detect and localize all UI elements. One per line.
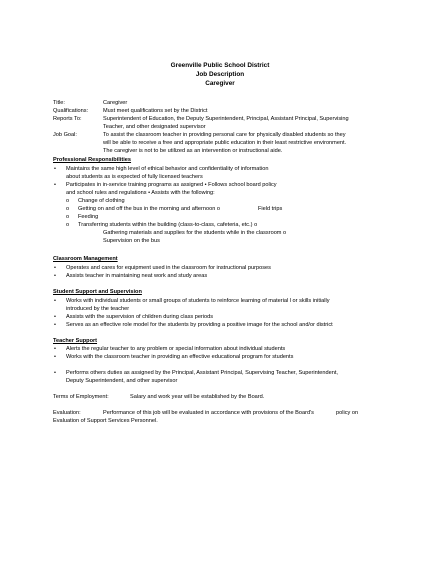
classroom-heading: Classroom Management — [53, 256, 118, 262]
prof-bullet2-line1: Participates in in-service training programs as assigned • Follows school board policy — [66, 182, 277, 188]
job-goal-line1: To assist the classroom teacher in providing personal care for physically disabled students so they — [103, 132, 346, 138]
prof-bullet1-line2: about students as is expected of fully licensed teachers — [66, 174, 203, 180]
terms-label: Terms of Employment: — [53, 394, 109, 400]
bullet-icon: • — [54, 298, 56, 304]
bullet-icon: • — [54, 273, 56, 279]
teacher-bullet3-line2: Deputy Superintendent, and other supervisor — [66, 378, 178, 384]
qualifications-value: Must meet qualifications set by the District — [103, 108, 208, 114]
bullet-icon: • — [54, 370, 56, 376]
qualifications-label: Qualifications: — [53, 108, 89, 114]
evaluation-label: Evaluation: — [53, 410, 81, 416]
title-label: Title: — [53, 100, 65, 106]
job-goal-line3: The caregiver is not to be utilized as an intervention or instructional aide. — [103, 148, 283, 154]
sub-item-field-trips: Field trips — [258, 206, 283, 212]
sub-item-feeding: Feeding — [78, 214, 99, 220]
sub-item-transferring: Transferring students within the building (class-to-class, cafeteria, etc.) o — [78, 222, 258, 228]
reports-to-value-line1: Superintendent of Education, the Deputy Superintendent, Principal, Assistant Principal, Supervising — [103, 116, 349, 122]
job-goal-line2: will be able to receive a free and appropriate public education in their least restrictive environment. — [103, 140, 347, 146]
doc-type-title: Job Description — [195, 71, 245, 78]
support-bullet1-line2: introduced by the teacher — [66, 306, 130, 312]
bullet-icon: • — [54, 166, 56, 172]
support-bullet2: Assists with the supervision of children during class periods — [66, 314, 214, 320]
title-value: Caregiver — [103, 100, 128, 106]
teacher-bullet3-line1: Performs others duties as assigned by the Principal, Assistant Principal, Supervising Teacher, Superintendent, — [66, 370, 338, 376]
teacher-bullet2: Works with the classroom teacher in providing an effective educational program for students — [66, 354, 294, 360]
teacher-heading: Teacher Support — [53, 338, 98, 344]
bullet-icon: • — [54, 182, 56, 188]
sub-item-bus: Getting on and off the bus in the morning and afternoon o — [78, 206, 221, 212]
evaluation-line1-end: policy on — [336, 410, 359, 416]
support-bullet1-line1: Works with individual students or small groups of students to reinforce learning of material l or skills initially — [66, 298, 330, 304]
reports-to-value-line2: Teacher, and other designated supervisor — [103, 124, 206, 130]
bullet-icon: • — [54, 265, 56, 271]
position-title: Caregiver — [205, 80, 235, 87]
circle-bullet-icon: o — [66, 198, 70, 204]
teacher-bullet1: Alerts the regular teacher to any problem or special information about individual students — [66, 346, 286, 352]
prof-bullet1-line1: Maintains the same high level of ethical behavior and confidentiality of information — [66, 166, 269, 172]
professional-heading: Professional Responsibilities — [53, 157, 132, 163]
sub-item-gathering: Gathering materials and supplies for the students while in the classroom o — [103, 230, 287, 236]
support-heading: Student Support and Supervision — [53, 289, 142, 295]
circle-bullet-icon: o — [66, 214, 70, 220]
reports-to-label: Reports To: — [53, 116, 82, 122]
sub-item-supervision-bus: Supervision on the bus — [103, 238, 160, 244]
prof-bullet2-line2: and school rules and regulations • Assists with the following: — [66, 190, 215, 196]
terms-value: Salary and work year will be established by the Board. — [130, 394, 265, 400]
evaluation-line1: Performance of this job will be evaluated in accordance with provisions of the Board's — [103, 410, 314, 416]
evaluation-line2: Evaluation of Support Services Personnel. — [53, 418, 158, 424]
bullet-icon: • — [54, 346, 56, 352]
bullet-icon: • — [54, 322, 56, 328]
classroom-bullet1: Operates and cares for equipment used in the classroom for instructional purposes — [66, 265, 271, 271]
bullet-icon: • — [54, 314, 56, 320]
bullet-icon: • — [54, 354, 56, 360]
circle-bullet-icon: o — [66, 206, 70, 212]
circle-bullet-icon: o — [66, 222, 70, 228]
support-bullet3: Serves as an effective role model for the students by providing a positive image for the school and/or district — [66, 322, 333, 328]
sub-item-clothing: Change of clothing — [78, 198, 125, 204]
classroom-bullet2: Assists teacher in maintaining neat work and study areas — [66, 273, 208, 279]
job-goal-label: Job Goal: — [53, 132, 77, 138]
district-title: Greenville Public School District — [170, 62, 270, 69]
